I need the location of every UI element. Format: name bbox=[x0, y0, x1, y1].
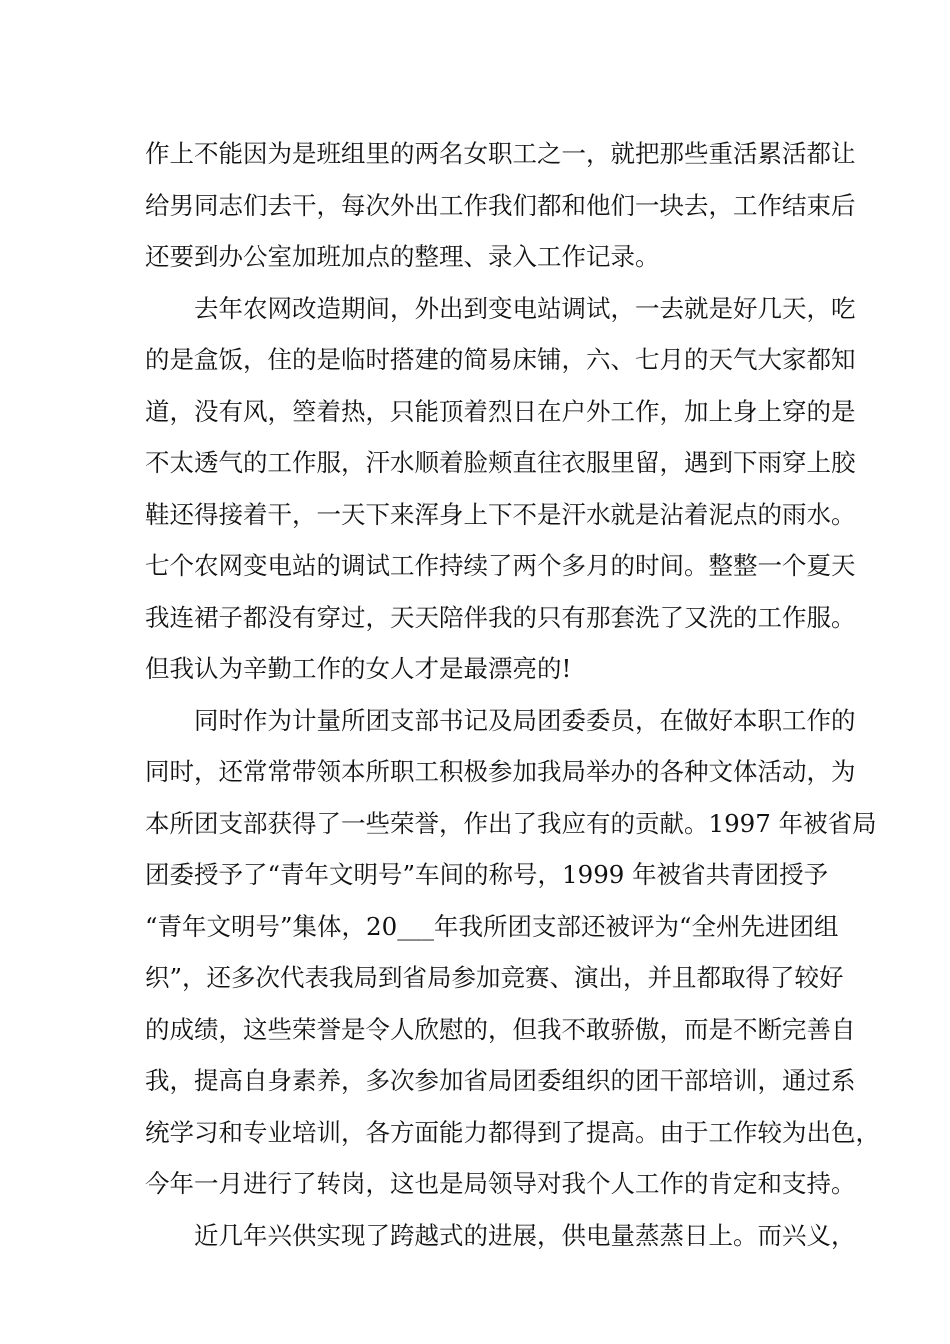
text-line: 织”，还多次代表我局到省局参加竞赛、演出，并且都取得了较好 bbox=[145, 963, 844, 992]
paragraph-first-line: 近几年兴供实现了跨越式的进展，供电量蒸蒸日上。而兴义， bbox=[194, 1220, 856, 1250]
text-line: 本所团支部获得了一些荣誉，作出了我应有的贡献。1997 年被省局 bbox=[145, 808, 877, 838]
text-line: 鞋还得接着干，一天下来浑身上下不是汗水就是沾着泥点的雨水。 bbox=[145, 499, 856, 529]
text-line: 道，没有风，箜着热，只能顶着烈日在户外工作，加上身上穿的是 bbox=[145, 396, 856, 426]
text-line: “青年文明号”集体，20___年我所团支部还被评为“全州先进团组 bbox=[145, 911, 839, 941]
text-line: 不太透气的工作服，汗水顺着脸颊直往衣服里留，遇到下雨穿上胶 bbox=[145, 448, 856, 477]
text-line: 给男同志们去干，每次外出工作我们都和他们一块去，工作结束后 bbox=[145, 190, 856, 220]
text-line: 我，提高自身素养，多次参加省局团委组织的团干部培训，通过系 bbox=[145, 1066, 856, 1095]
text-line: 但我认为辛勤工作的女人才是最漂亮的! bbox=[145, 654, 572, 683]
text-line: 七个农网变电站的调试工作持续了两个多月的时间。整整一个夏天 bbox=[145, 551, 856, 580]
text-line: 同时，还常常带领本所职工积极参加我局举办的各种文体活动，为 bbox=[145, 757, 856, 786]
text-line: 的是盒饭，住的是临时搭建的简易床铺，六、七月的天气大家都知 bbox=[145, 345, 856, 374]
text-line: 我连裙子都没有穿过，天天陪伴我的只有那套洗了又洗的工作服。 bbox=[145, 602, 856, 632]
paragraph-first-line: 去年农网改造期间，外出到变电站调试，一去就是好几天，吃 bbox=[194, 293, 856, 323]
paragraph-first-line: 同时作为计量所团支部书记及局团委委员，在做好本职工作的 bbox=[194, 705, 856, 735]
text-line: 的成绩，这些荣誉是令人欣慰的，但我不敢骄傲，而是不断完善自 bbox=[145, 1014, 856, 1044]
body-text bbox=[145, 128, 880, 1261]
text-line: 统学习和专业培训，各方面能力都得到了提高。由于工作较为出色， bbox=[145, 1117, 880, 1147]
text-line: 作上不能因为是班组里的两名女职工之一，就把那些重活累活都让 bbox=[145, 139, 856, 168]
text-line: 还要到办公室加班加点的整理、录入工作记录。 bbox=[145, 242, 660, 271]
text-line: 今年一月进行了转岗，这也是局领导对我个人工作的肯定和支持。 bbox=[145, 1169, 856, 1198]
text-line: 团委授予了“青年文明号”车间的称号，1999 年被省共青团授予 bbox=[145, 860, 829, 889]
